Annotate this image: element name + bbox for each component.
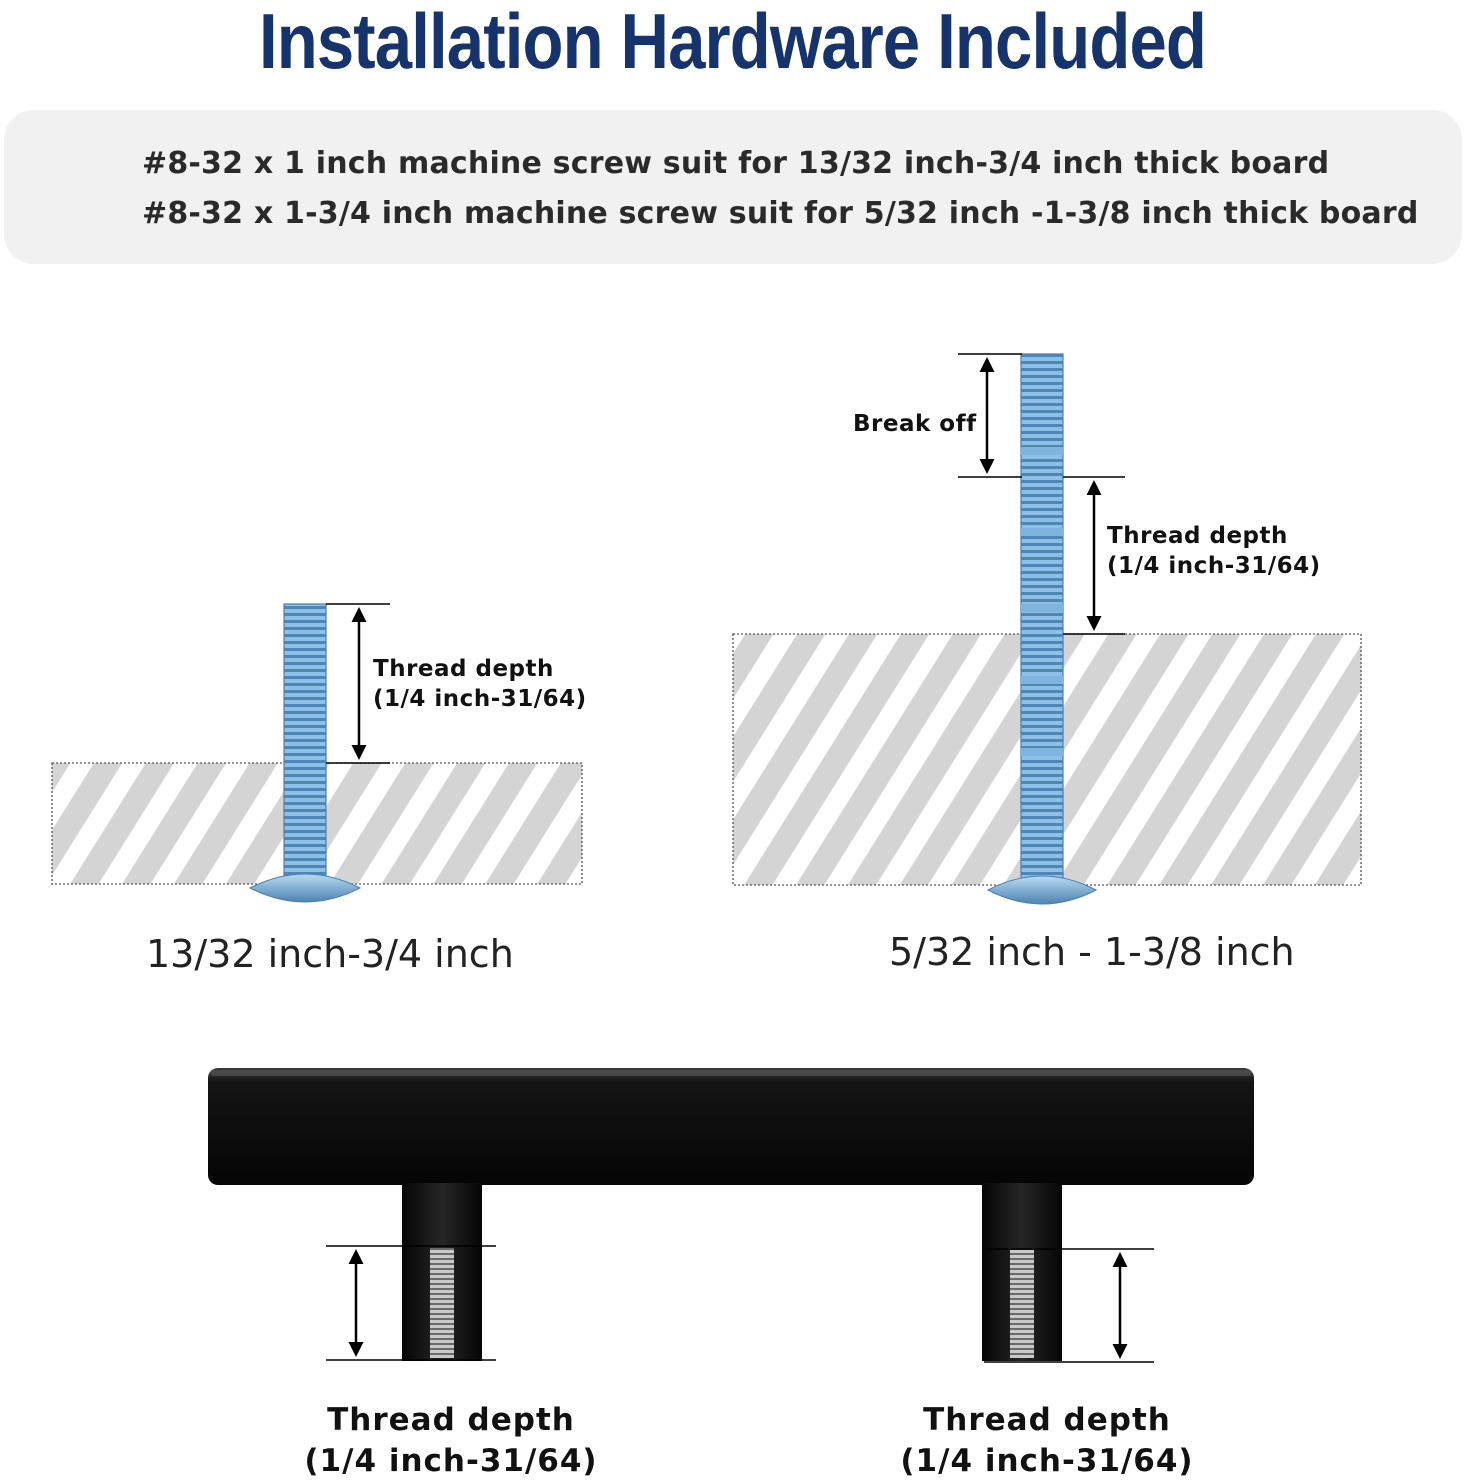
cabinet-handle-icon xyxy=(208,1068,1254,1361)
handle-left-thread-title: Thread depth xyxy=(327,1402,575,1438)
handle-right-thread-title: Thread depth xyxy=(923,1402,1171,1438)
handle-right-thread-value: (1/4 inch-31/64) xyxy=(900,1443,1194,1479)
handle-right-thread-label xyxy=(897,1400,1197,1482)
spec-line-long-screw: #8-32 x 1-3/4 inch machine screw suit for 5/32 inch -1-3/8 inch thick board xyxy=(142,196,1419,231)
break-off-label: Break off xyxy=(853,411,977,437)
left-board-range: 13/32 inch-3/4 inch xyxy=(146,932,514,976)
page-title: Installation Hardware Included xyxy=(258,0,1207,85)
handle-left-thread-value: (1/4 inch-31/64) xyxy=(304,1443,598,1479)
left-board-diagram xyxy=(52,604,582,902)
left-thread-value: (1/4 inch-31/64) xyxy=(373,686,587,712)
right-board-range: 5/32 inch - 1-3/8 inch xyxy=(889,930,1295,974)
left-thread-label xyxy=(373,654,587,714)
handle-left-thread-label xyxy=(301,1400,601,1482)
left-thread-title: Thread depth xyxy=(373,656,554,682)
right-thread-title: Thread depth xyxy=(1107,523,1288,549)
right-board-diagram xyxy=(733,354,1361,904)
spec-line-short-screw: #8-32 x 1 inch machine screw suit for 13/32 inch-3/4 inch thick board xyxy=(142,146,1330,181)
right-thread-value: (1/4 inch-31/64) xyxy=(1107,553,1321,579)
right-thread-label xyxy=(1107,521,1321,581)
